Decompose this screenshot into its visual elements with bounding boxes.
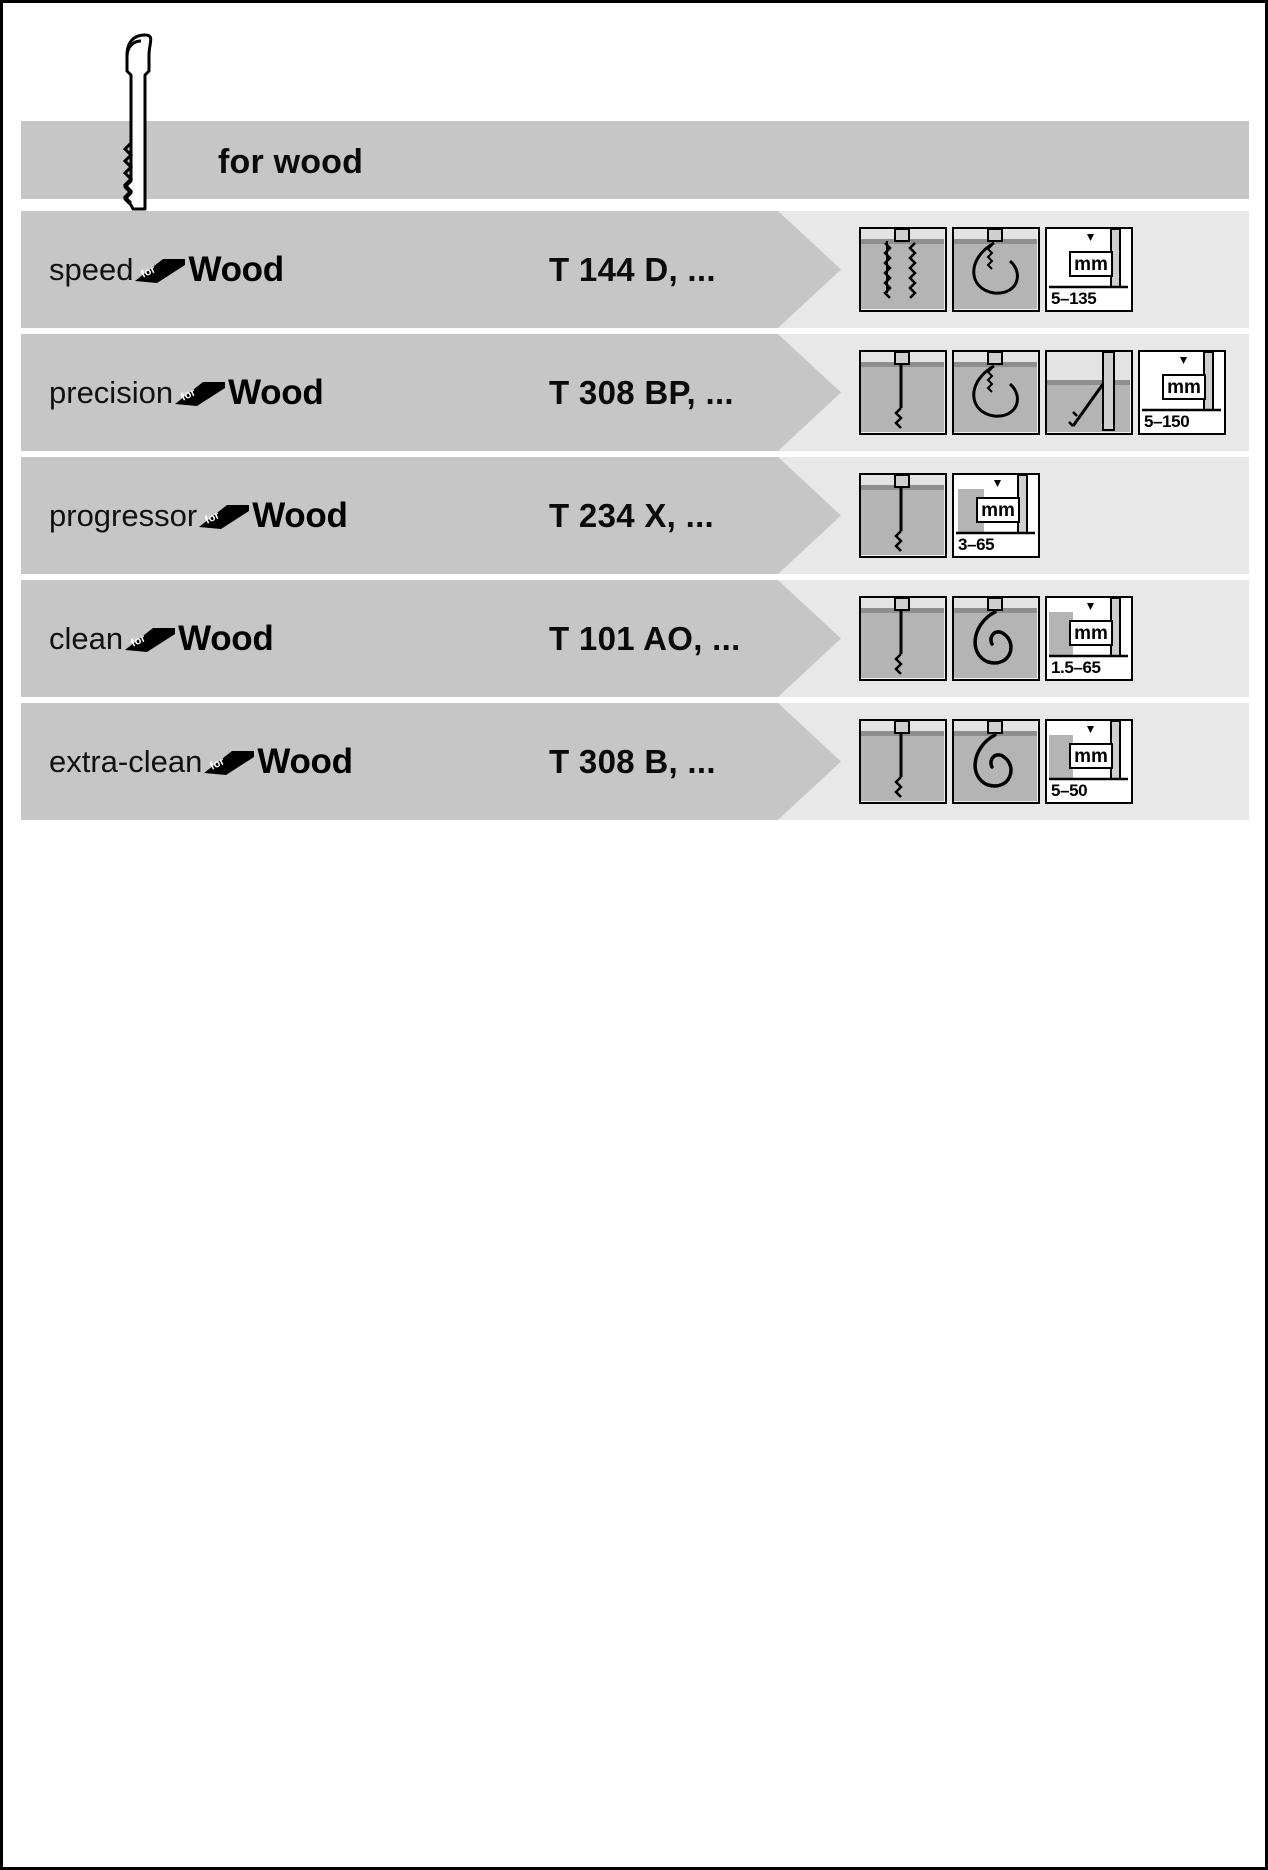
pictogram-strip xyxy=(859,457,1040,574)
row-code: T 308 B, ... xyxy=(549,742,716,780)
mm-label: mm xyxy=(1069,620,1113,646)
svg-text:for: for xyxy=(203,508,222,527)
thickness-range: 5–135 xyxy=(1051,289,1097,308)
thickness-range: 5–150 xyxy=(1144,412,1190,431)
row-prefix: extra-clean xyxy=(49,743,203,779)
pictogram-curve-cut-rough xyxy=(952,227,1040,312)
product-row[interactable] xyxy=(21,457,1249,574)
for-logo-icon xyxy=(133,255,187,285)
mm-label: mm xyxy=(1162,374,1206,400)
row-prefix: precision xyxy=(49,374,174,410)
pictogram-angle-cut xyxy=(1045,350,1133,435)
pictogram-thickness-range xyxy=(1045,596,1133,681)
for-logo-icon xyxy=(173,378,227,408)
pictogram-thickness-range xyxy=(1045,719,1133,804)
svg-text:for: for xyxy=(179,385,198,404)
pictogram-strip xyxy=(859,334,1226,451)
row-label xyxy=(49,703,353,820)
svg-text:for: for xyxy=(139,262,158,281)
row-label xyxy=(49,580,273,697)
row-brand: Wood xyxy=(228,372,324,412)
product-row[interactable] xyxy=(21,334,1249,451)
header-band xyxy=(21,121,1249,199)
thickness-range: 1.5–65 xyxy=(1051,658,1101,677)
pictogram-straight-cut-clean xyxy=(859,350,947,435)
pictogram-strip xyxy=(859,211,1133,328)
page-title: for wood xyxy=(218,143,364,181)
row-label xyxy=(49,457,348,574)
row-brand: Wood xyxy=(257,741,353,781)
row-brand: Wood xyxy=(252,495,348,535)
mm-label: mm xyxy=(976,497,1020,523)
pictogram-tight-curve-cut xyxy=(952,719,1040,804)
product-row[interactable] xyxy=(21,211,1249,328)
pictogram-strip xyxy=(859,580,1133,697)
row-brand: Wood xyxy=(188,249,284,289)
product-row[interactable] xyxy=(21,703,1249,820)
pictogram-tight-curve-cut xyxy=(952,596,1040,681)
pictogram-straight-cut-clean xyxy=(859,596,947,681)
pictogram-thickness-range xyxy=(1045,227,1133,312)
row-prefix: progressor xyxy=(49,497,198,533)
product-row[interactable] xyxy=(21,580,1249,697)
pictogram-strip xyxy=(859,703,1133,820)
for-logo-icon xyxy=(123,624,177,654)
mm-label: mm xyxy=(1069,743,1113,769)
svg-text:for: for xyxy=(208,754,227,773)
row-code: T 308 BP, ... xyxy=(549,373,734,411)
pictogram-straight-cut-rough xyxy=(859,227,947,312)
row-label xyxy=(49,211,284,328)
mm-label: mm xyxy=(1069,251,1113,277)
pictogram-curve-cut-rough xyxy=(952,350,1040,435)
jigsaw-blade-icon xyxy=(115,31,189,213)
row-brand: Wood xyxy=(178,618,274,658)
thickness-range: 5–50 xyxy=(1051,781,1088,800)
pictogram-straight-cut-clean xyxy=(859,719,947,804)
pictogram-thickness-range xyxy=(1138,350,1226,435)
pictogram-straight-cut-clean xyxy=(859,473,947,558)
for-logo-icon xyxy=(197,501,251,531)
row-code: T 234 X, ... xyxy=(549,496,715,534)
row-code: T 144 D, ... xyxy=(549,250,716,288)
pictogram-thickness-range xyxy=(952,473,1040,558)
row-prefix: speed xyxy=(49,251,134,287)
for-logo-icon xyxy=(202,747,256,777)
row-code: T 101 AO, ... xyxy=(549,619,741,657)
row-label xyxy=(49,334,323,451)
svg-text:for: for xyxy=(129,631,148,650)
thickness-range: 3–65 xyxy=(958,535,995,554)
row-prefix: clean xyxy=(49,620,124,656)
